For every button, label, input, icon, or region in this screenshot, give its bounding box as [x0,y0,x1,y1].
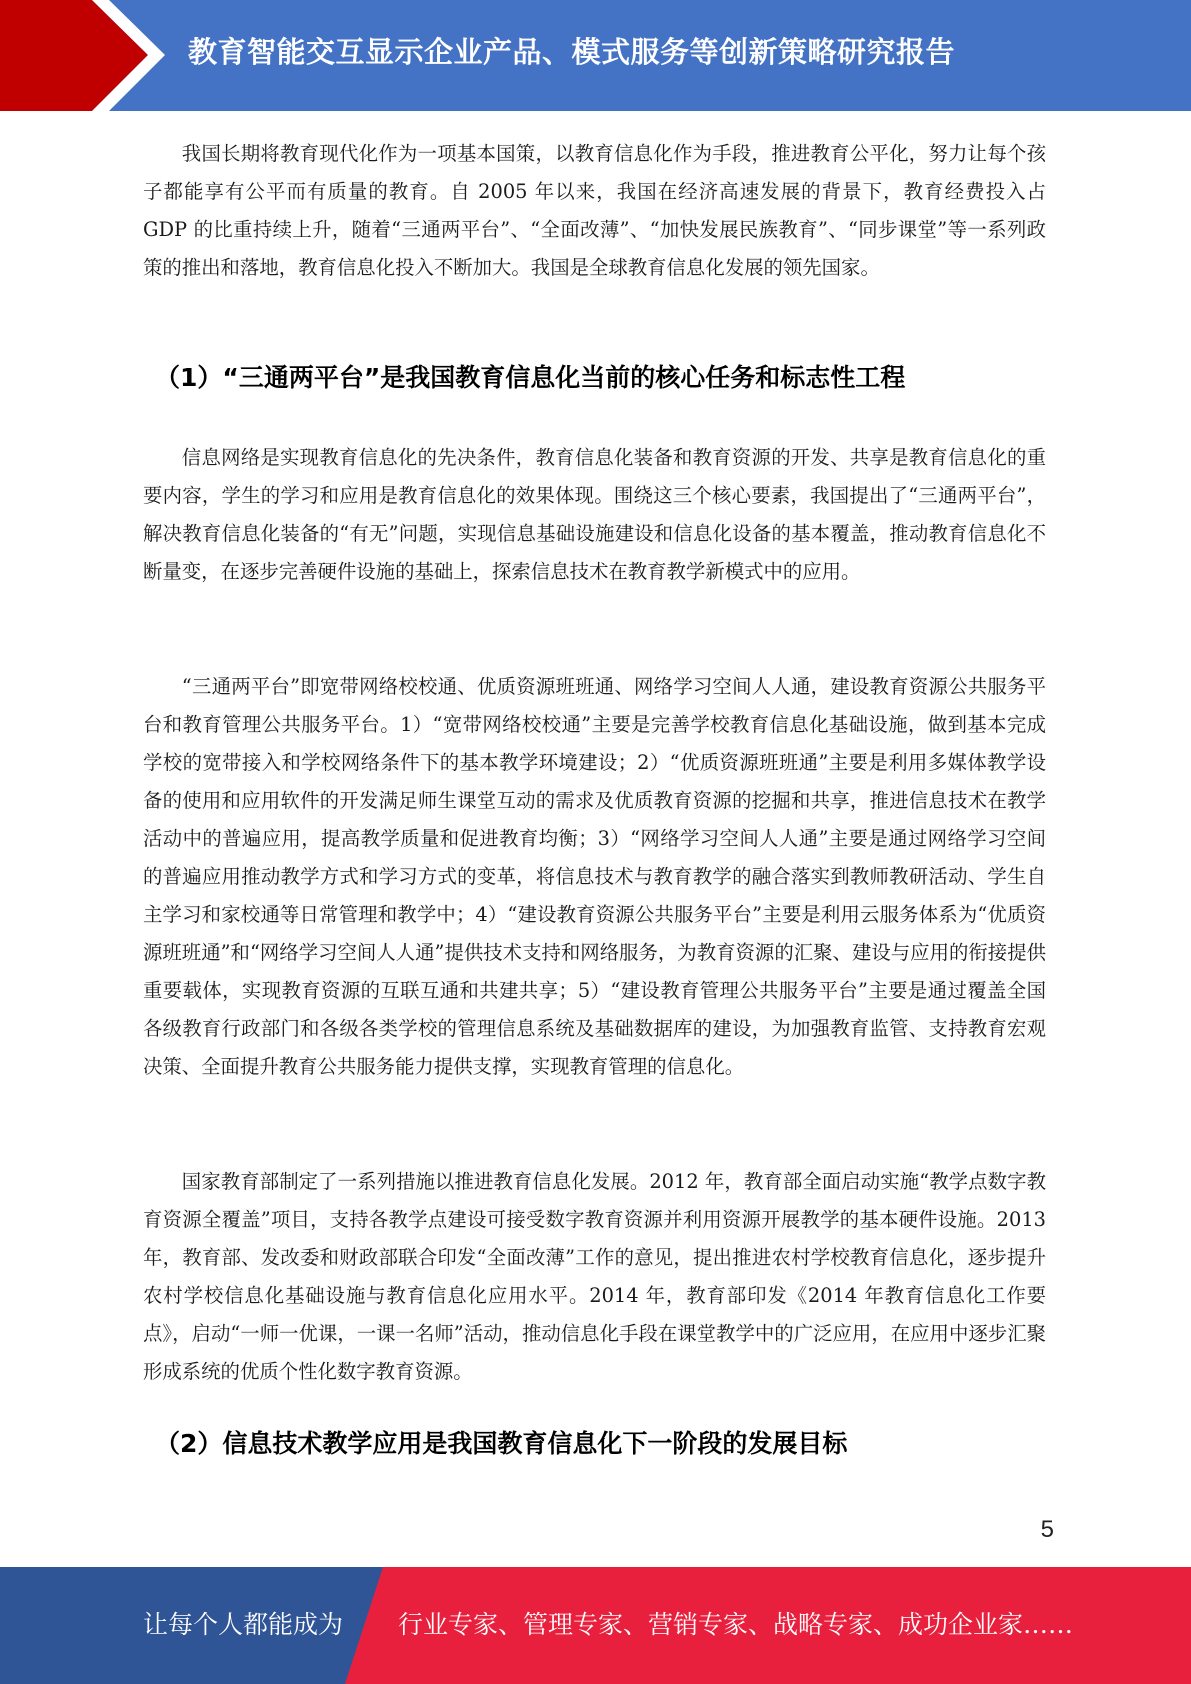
section-heading-1: （1）“三通两平台”是我国教育信息化当前的核心任务和标志性工程 [155,363,906,392]
footer-slogan-left: 让每个人都能成为 [143,1610,344,1639]
paragraph: “三通两平台”即宽带网络校校通、优质资源班班通、网络学习空间人人通，建设教育资源公共服务平台和教育管理公共服务平台。1）“宽带网络校校通”主要是完善学校教育信息化基础设施，做到基本完成学校的宽带接入和学校网络条件下的基本教学环境建设；2）“优质资源班班通”主要是利用多媒体教学设备的使用和应用软件的开发满足师生课堂互动的需求及优质教育资源的挖掘和共享，推进信息技术在教学活动中的普遍应用，提高教学质量和促进教育均衡；3）“网络学习空间人人通”主要是通过网络学习空间的普遍应用推动教学方式和学习方式的变革，将信息技术与教育教学的融合落实到教师教研活动、学生自主学习和家校通等日常管理和教学中；4）“建设教育资源公共服务平台”主要是利用云服务体系为“优质资源班班通”和“网络学习空间人人通”提供技术支持和网络服务，为教育资源的汇聚、建设与应用的衔接提供重要载体，实现教育资源的互联互通和共建共享；5）“建设教育管理公共服务平台”主要是通过覆盖全国各级教育行政部门和各级各类学校的管理信息系统及基础数据库的建设，为加强教育监管、支持教育宏观决策、全面提升教育公共服务能力提供支撑，实现教育管理的信息化。 [143,675,1046,1078]
section-heading-2: （2）信息技术教学应用是我国教育信息化下一阶段的发展目标 [155,1429,848,1458]
footer-slogan-right: 行业专家、管理专家、营销专家、战略专家、成功企业家…… [398,1610,1074,1639]
paragraph-block-3 [143,668,1046,1086]
page-number: 5 [1040,1516,1054,1543]
paragraph: 我国长期将教育现代化作为一项基本国策，以教育信息化作为手段，推进教育公平化，努力让每个孩子都能享有公平而有质量的教育。自 2005 年以来，我国在经济高速发展的背景下，教育经费投入占 GDP 的比重持续上升，随着“三通两平台”、“全面改薄”、“加快发展民族教育”、“同步课堂”等一系列政策的推出和落地，教育信息化投入不断加大。我国是全球教育信息化发展的领先国家。 [143,142,1046,279]
page-footer [0,1567,1191,1684]
paragraph: 国家教育部制定了一系列措施以推进教育信息化发展。2012 年，教育部全面启动实施“教学点数字教育资源全覆盖”项目，支持各教学点建设可接受数字教育资源并利用资源开展教学的基本硬件设施。2013 年，教育部、发改委和财政部联合印发“全面改薄”工作的意见，提出推进农村学校教育信息化，逐步提升农村学校信息化基础设施与教育信息化应用水平。2014 年，教育部印发《2014 年教育信息化工作要点》，启动“一师一优课，一课一名师”活动，推动信息化手段在课堂教学中的广泛应用，在应用中逐步汇聚形成系统的优质个性化数字教育资源。 [143,1170,1046,1383]
paragraph: 信息网络是实现教育信息化的先决条件，教育信息化装备和教育资源的开发、共享是教育信息化的重要内容，学生的学习和应用是教育信息化的效果体现。围绕这三个核心要素，我国提出了“三通两平台”，解决教育信息化装备的“有无”问题，实现信息基础设施建设和信息化设备的基本覆盖，推动教育信息化不断量变，在逐步完善硬件设施的基础上，探索信息技术在教育教学新模式中的应用。 [143,446,1046,583]
paragraph-block-2 [143,439,1046,591]
document-title: 教育智能交互显示企业产品、模式服务等创新策略研究报告 [188,35,956,69]
paragraph-block-1 [143,135,1046,287]
paragraph-block-4 [143,1163,1046,1391]
page-header [0,0,1191,111]
